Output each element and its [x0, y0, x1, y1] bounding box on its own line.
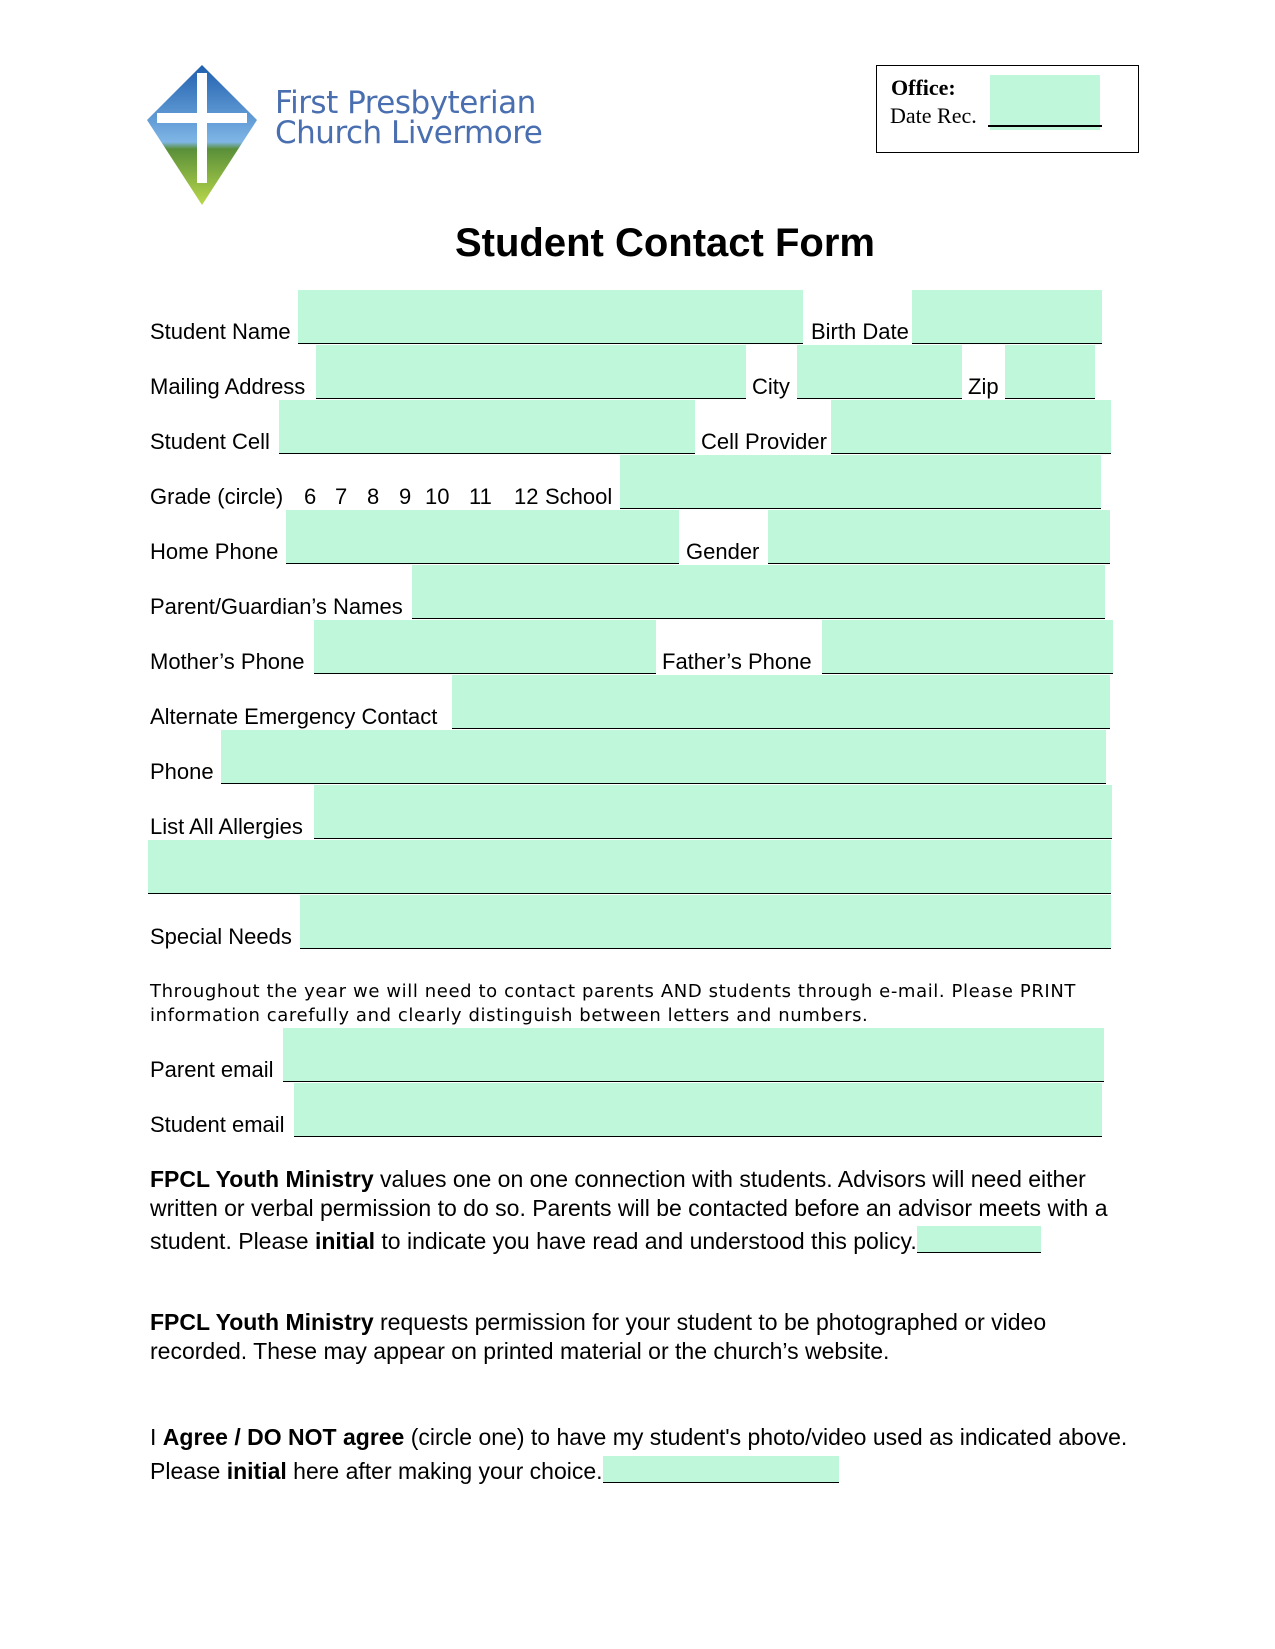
policy1-initial-field[interactable] [917, 1226, 1041, 1253]
school-label: School [545, 484, 613, 509]
logo-line-2: Church Livermore [275, 115, 543, 151]
gender-field[interactable] [768, 510, 1110, 564]
mailing-address-field[interactable] [316, 345, 746, 399]
policy1-initial-word: initial [314, 1228, 376, 1254]
zip-label: Zip [968, 374, 999, 399]
agree-options[interactable]: Agree / DO NOT agree [162, 1424, 405, 1450]
policy3-initial-field[interactable] [603, 1456, 839, 1483]
special-needs-field[interactable] [300, 895, 1111, 949]
phone-label: Phone [150, 759, 214, 784]
policy3-text-2: here after making your choice. [286, 1457, 603, 1484]
student-email-field[interactable] [294, 1083, 1102, 1137]
grade-option-7[interactable]: 7 [335, 484, 348, 509]
policy1-text-2: to indicate you have read and understood this policy. [375, 1228, 917, 1254]
policy3-initial-word: initial [226, 1457, 287, 1484]
birth-date-field[interactable] [912, 290, 1102, 344]
date-received-field[interactable] [990, 75, 1100, 130]
allergies-field-line-2[interactable] [148, 840, 1111, 894]
photo-policy [150, 1308, 1140, 1365]
policy3-text-0: I [150, 1424, 163, 1450]
parent-email-field[interactable] [283, 1028, 1104, 1082]
email-note-line-1: Throughout the year we will need to contact parents AND students through e-mail. Please PRINT [150, 981, 1077, 1002]
student-name-field[interactable] [298, 290, 803, 344]
email-note-line-2: information carefully and clearly distinguish between letters and numbers. [150, 1005, 869, 1026]
allergies-label: List All Allergies [150, 814, 303, 839]
office-label: Office: [891, 75, 956, 100]
student-name-label: Student Name [150, 319, 291, 344]
student-email-label: Student email [150, 1112, 285, 1137]
cell-provider-label: Cell Provider [701, 429, 827, 454]
policy1-ministry-name: FPCL Youth Ministry [150, 1166, 374, 1192]
city-label: City [752, 374, 790, 399]
fathers-phone-field[interactable] [822, 620, 1113, 674]
allergies-field[interactable] [314, 785, 1112, 839]
city-field[interactable] [797, 345, 962, 399]
policy1-text-1: values one on one connection with students. Advisors will need either written or verbal permission to do so. Parents will be contacted before an advisor meets with a student. Please [150, 1166, 1108, 1254]
parent-names-field[interactable] [412, 565, 1105, 619]
cross-diamond-icon [147, 65, 267, 215]
grade-option-6[interactable]: 6 [304, 484, 317, 509]
grade-option-12[interactable]: 12 [514, 484, 539, 509]
student-cell-field[interactable] [279, 400, 695, 454]
birth-date-label: Birth Date [811, 319, 909, 344]
policy2-text-1: requests permission for your student to be photographed or video recorded. These may appear on printed material or the church’s website. [150, 1309, 1047, 1364]
mothers-phone-field[interactable] [314, 620, 656, 674]
mailing-address-label: Mailing Address [150, 374, 306, 399]
zip-field[interactable] [1005, 345, 1095, 399]
school-field[interactable] [620, 455, 1101, 509]
student-cell-label: Student Cell [150, 429, 270, 454]
parent-names-label: Parent/Guardian’s Names [150, 594, 403, 619]
grade-option-8[interactable]: 8 [367, 484, 380, 509]
mothers-phone-label: Mother’s Phone [150, 649, 305, 674]
grade-option-9[interactable]: 9 [399, 484, 412, 509]
parent-email-label: Parent email [150, 1057, 274, 1082]
photo-consent [150, 1423, 1140, 1485]
cell-provider-field[interactable] [831, 400, 1111, 454]
home-phone-label: Home Phone [150, 539, 279, 564]
special-needs-label: Special Needs [150, 924, 292, 949]
alt-contact-field[interactable] [452, 675, 1110, 729]
logo-line-1: First Presbyterian [275, 85, 536, 121]
alt-contact-label: Alternate Emergency Contact [150, 704, 438, 729]
home-phone-field[interactable] [286, 510, 679, 564]
policy2-ministry-name: FPCL Youth Ministry [150, 1309, 374, 1335]
date-rec-label: Date Rec. [890, 103, 977, 128]
grade-label: Grade (circle) [150, 484, 284, 509]
page-title: Student Contact Form [455, 221, 875, 265]
grade-option-10[interactable]: 10 [425, 484, 450, 509]
grade-option-11[interactable]: 11 [469, 484, 492, 509]
gender-label: Gender [686, 539, 760, 564]
fathers-phone-label: Father’s Phone [662, 649, 812, 674]
policy3-text-1: (circle one) to have my student's photo/video used as indicated above. Please [150, 1424, 1128, 1484]
church-logo [150, 65, 610, 215]
phone-field[interactable] [221, 730, 1106, 784]
one-on-one-policy [150, 1165, 1140, 1256]
